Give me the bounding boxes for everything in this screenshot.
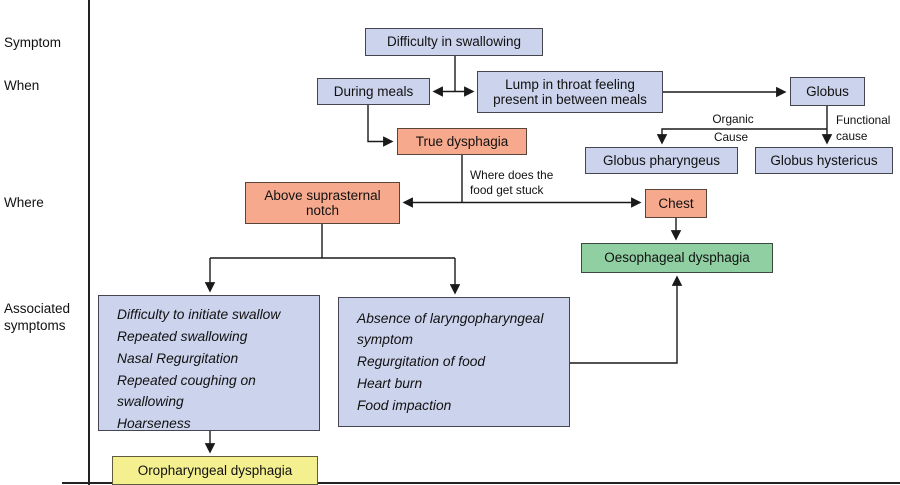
symptom-line: Hoarseness [117, 415, 191, 431]
symptom-line: Regurgitation of food [357, 353, 486, 369]
edge-label-where-stuck-line2: food get stuck [470, 183, 544, 197]
edge-label-functional-cause: cause [836, 129, 868, 143]
row-label-symptom: Symptom [4, 35, 62, 50]
node-during-meals: During meals [317, 78, 430, 105]
row-label-divider-line [88, 0, 90, 485]
edge-label-where-stuck-line1: Where does the [470, 168, 554, 182]
node-globus-hystericus: Globus hystericus [755, 147, 893, 174]
edge-label-organic: Organic [712, 112, 754, 126]
node-above-suprasternal-notch: Above suprasternal notch [245, 182, 400, 224]
symptom-line: Difficulty to initiate swallow [117, 307, 281, 322]
box-oesophageal-symptoms [338, 297, 570, 427]
symptom-line: Repeated swallowing [117, 329, 248, 344]
symptom-line: Heart burn [357, 375, 423, 391]
node-true-dysphagia: True dysphagia [397, 128, 527, 155]
node-oropharyngeal-dysphagia: Oropharyngeal dysphagia [112, 456, 318, 485]
symptom-line: Absence of laryngopharyngeal symptom [357, 311, 544, 347]
box-oropharyngeal-symptoms [98, 295, 320, 431]
edge-label-functional: Functional [836, 113, 891, 127]
symptom-line: Nasal Regurgitation [117, 351, 239, 366]
node-lump-in-throat: Lump in throat feeling present in between meals [477, 71, 663, 113]
row-label-where: Where [4, 195, 44, 210]
node-oesophageal-dysphagia: Oesophageal dysphagia [581, 243, 773, 273]
symptom-line: Food impaction [357, 397, 452, 413]
edge-during-to-true-dysphagia [368, 105, 392, 142]
node-globus-pharyngeus: Globus pharyngeus [585, 147, 738, 174]
edge-notch-drop [210, 224, 455, 258]
node-chest: Chest [645, 189, 707, 218]
edge-label-organic-cause: Cause [713, 130, 749, 144]
node-globus: Globus [790, 77, 865, 106]
row-label-associated-symptoms: Associated symptoms [4, 301, 71, 333]
symptom-line: Repeated coughing on swallowing [117, 373, 256, 409]
edge-right-symptoms-to-oesophageal [570, 277, 677, 363]
row-label-when: When [4, 78, 40, 93]
node-difficulty-in-swallowing: Difficulty in swallowing [365, 28, 543, 56]
